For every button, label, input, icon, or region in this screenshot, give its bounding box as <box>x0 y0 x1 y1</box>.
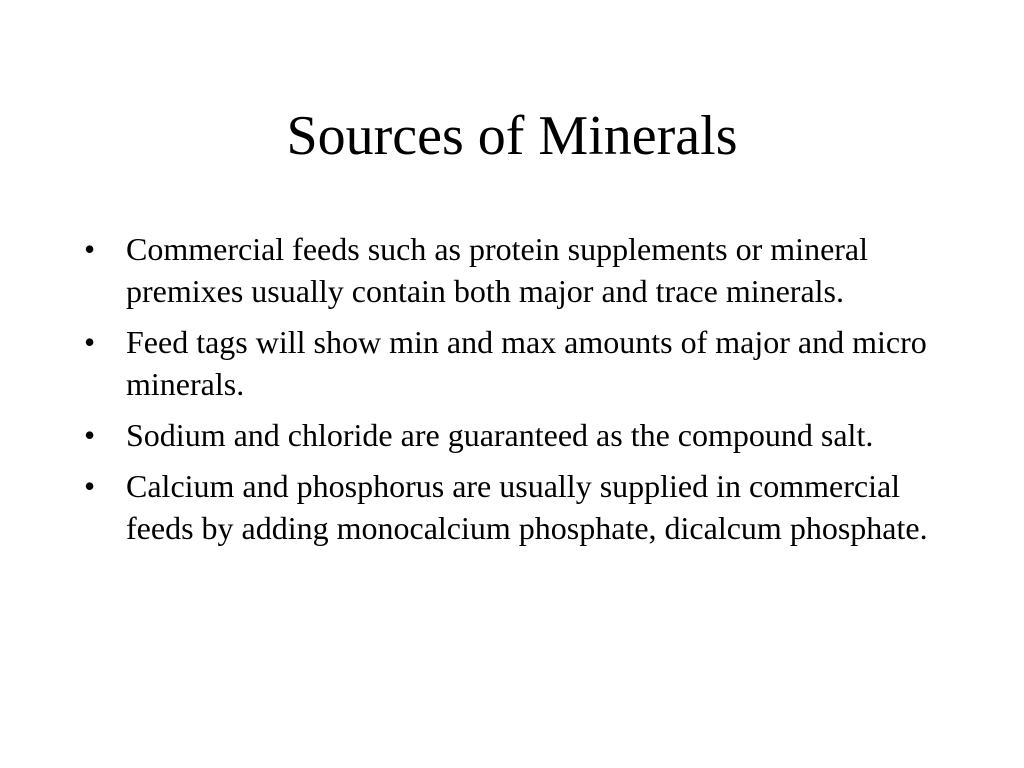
bullet-item-sodium-chloride <box>80 414 930 456</box>
bullet-dot-icon: • <box>84 468 96 504</box>
bullet-dot-icon: • <box>84 324 96 360</box>
bullet-item-feed-tags <box>80 321 930 405</box>
bullet-text: Calcium and phosphorus are usually supplied in commercial feeds by adding monocalcium phosphate, dicalcum phosphate. <box>126 468 928 546</box>
bullet-text: Sodium and chloride are guaranteed as the compound salt. <box>126 417 874 453</box>
bullet-list <box>80 228 930 558</box>
bullet-item-commercial-feeds <box>80 228 930 312</box>
bullet-dot-icon: • <box>84 231 96 267</box>
bullet-text: Feed tags will show min and max amounts of major and micro minerals. <box>126 324 927 402</box>
slide-title: Sources of Minerals <box>286 105 738 167</box>
bullet-text: Commercial feeds such as protein supplements or mineral premixes usually contain both major and trace minerals. <box>126 231 869 309</box>
bullet-item-calcium-phosphorus <box>80 465 930 549</box>
bullet-dot-icon: • <box>84 417 96 453</box>
